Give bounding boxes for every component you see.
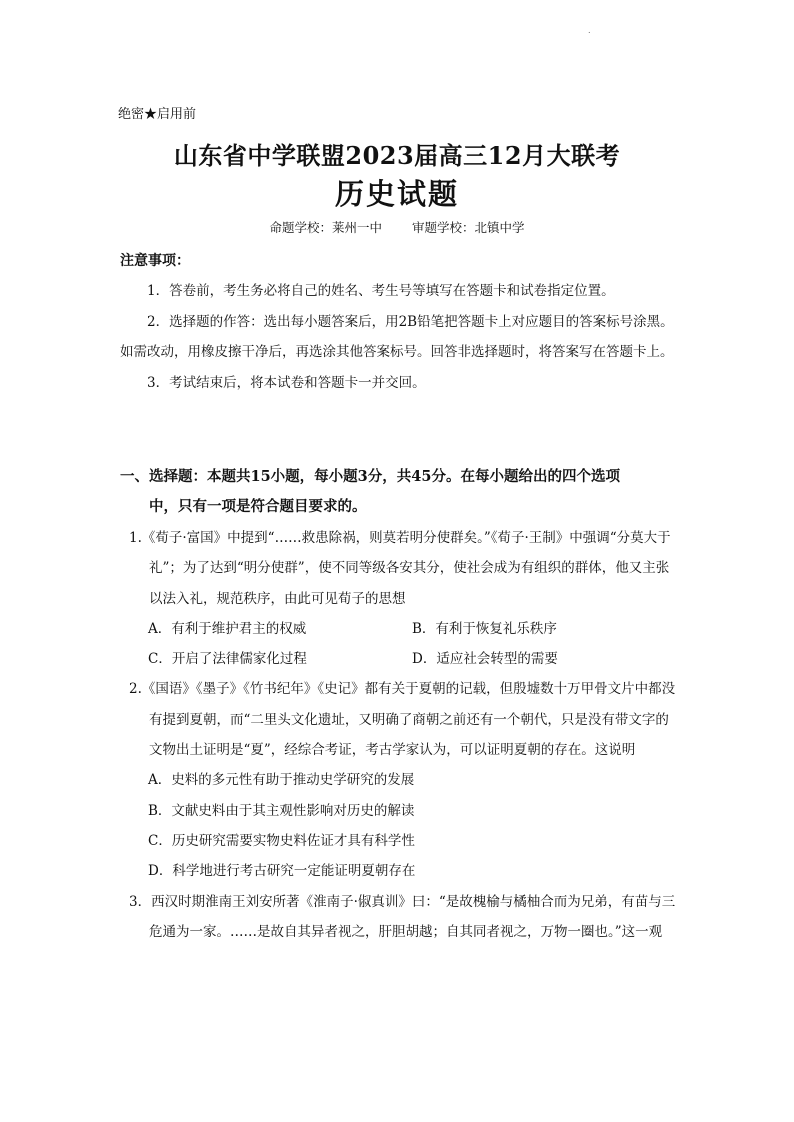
- section-heading-line2: 中，只有一项是符合题目要求的。: [149, 498, 367, 515]
- confidential-label: 绝密★启用前: [118, 107, 197, 122]
- question-stem: 1.《荀子·富国》中提到“……救患除祸，则莫若明分使群矣。”《荀子·王制》中强调“分莫大于礼”；为了达到“明分使群”，使不同等级各安其分，使社会成为有组织的群体，他又主张以法入礼，规范秩序，由此可见荀子的思想: [129, 530, 671, 607]
- question-1: [120, 523, 676, 674]
- question-options: [120, 765, 676, 886]
- notice-item: 2．选择题的作答：选出每小题答案后，用2B铅笔把答题卡上对应题目的答案标号涂黑。如需改动，用橡皮擦干净后，再选涂其他答案标号。回答非选择题时，将答案写在答题卡上。: [120, 313, 674, 360]
- notice-item: 1．答卷前，考生务必将自己的姓名、考生号等填写在答题卡和试卷指定位置。: [147, 283, 615, 299]
- reviewer-school: 审题学校：北镇中学: [412, 220, 525, 235]
- corner-dot: .: [588, 26, 591, 35]
- option-a: A．史料的多元性有助于推动史学研究的发展: [148, 772, 415, 789]
- proposer-school: 命题学校：莱州一中: [269, 220, 382, 235]
- question-3: [120, 887, 676, 948]
- question-stem: 3．西汉时期淮南王刘安所著《淮南子·俶真训》曰：“是故槐榆与橘柚合而为兄弟，有苗与三危通为一家。……是故自其异者视之，肝胆胡越；自其同者视之，万物一圈也。”这一观: [129, 893, 676, 940]
- option-d: D．适应社会转型的需要: [412, 651, 558, 668]
- question-stem: 2.《国语》《墨子》《竹书纪年》《史记》都有关于夏朝的记载，但殷墟数十万甲骨文片中都没有提到夏朝，而“二里头文化遗址，又明确了商朝之前还有一个朝代，只是没有带文字的文物出土证明是“夏”，经综合考证，考古学家认为，可以证明夏朝的存在。这说明: [129, 681, 676, 759]
- notice-heading: 注意事项：: [120, 253, 190, 269]
- question-options: [120, 614, 676, 675]
- section-heading-line1: 一、选择题：本题共15小题，每小题3分，共45分。在每小题给出的四个选项: [120, 468, 620, 485]
- notice-list: [120, 276, 676, 398]
- exam-title: 山东省中学联盟2023届高三12月大联考: [173, 141, 621, 170]
- option-d: D．科学地进行考古研究一定能证明夏朝存在: [148, 863, 416, 880]
- option-b: B．文献史料由于其主观性影响对历史的解读: [148, 802, 415, 819]
- question-list: [120, 523, 676, 947]
- section-heading: [120, 462, 680, 522]
- option-b: B．有利于恢复礼乐秩序: [412, 620, 557, 637]
- notice-item: 3．考试结束后，将本试卷和答题卡一并交回。: [147, 374, 426, 391]
- option-c: C．历史研究需要实物史料佐证才具有科学性: [148, 832, 415, 849]
- question-2: [120, 674, 676, 886]
- subject-title: 历史试题: [334, 177, 459, 211]
- option-c: C．开启了法律儒家化过程: [148, 651, 307, 668]
- school-info: [0, 218, 794, 236]
- option-a: A．有利于维护君主的权威: [148, 620, 307, 637]
